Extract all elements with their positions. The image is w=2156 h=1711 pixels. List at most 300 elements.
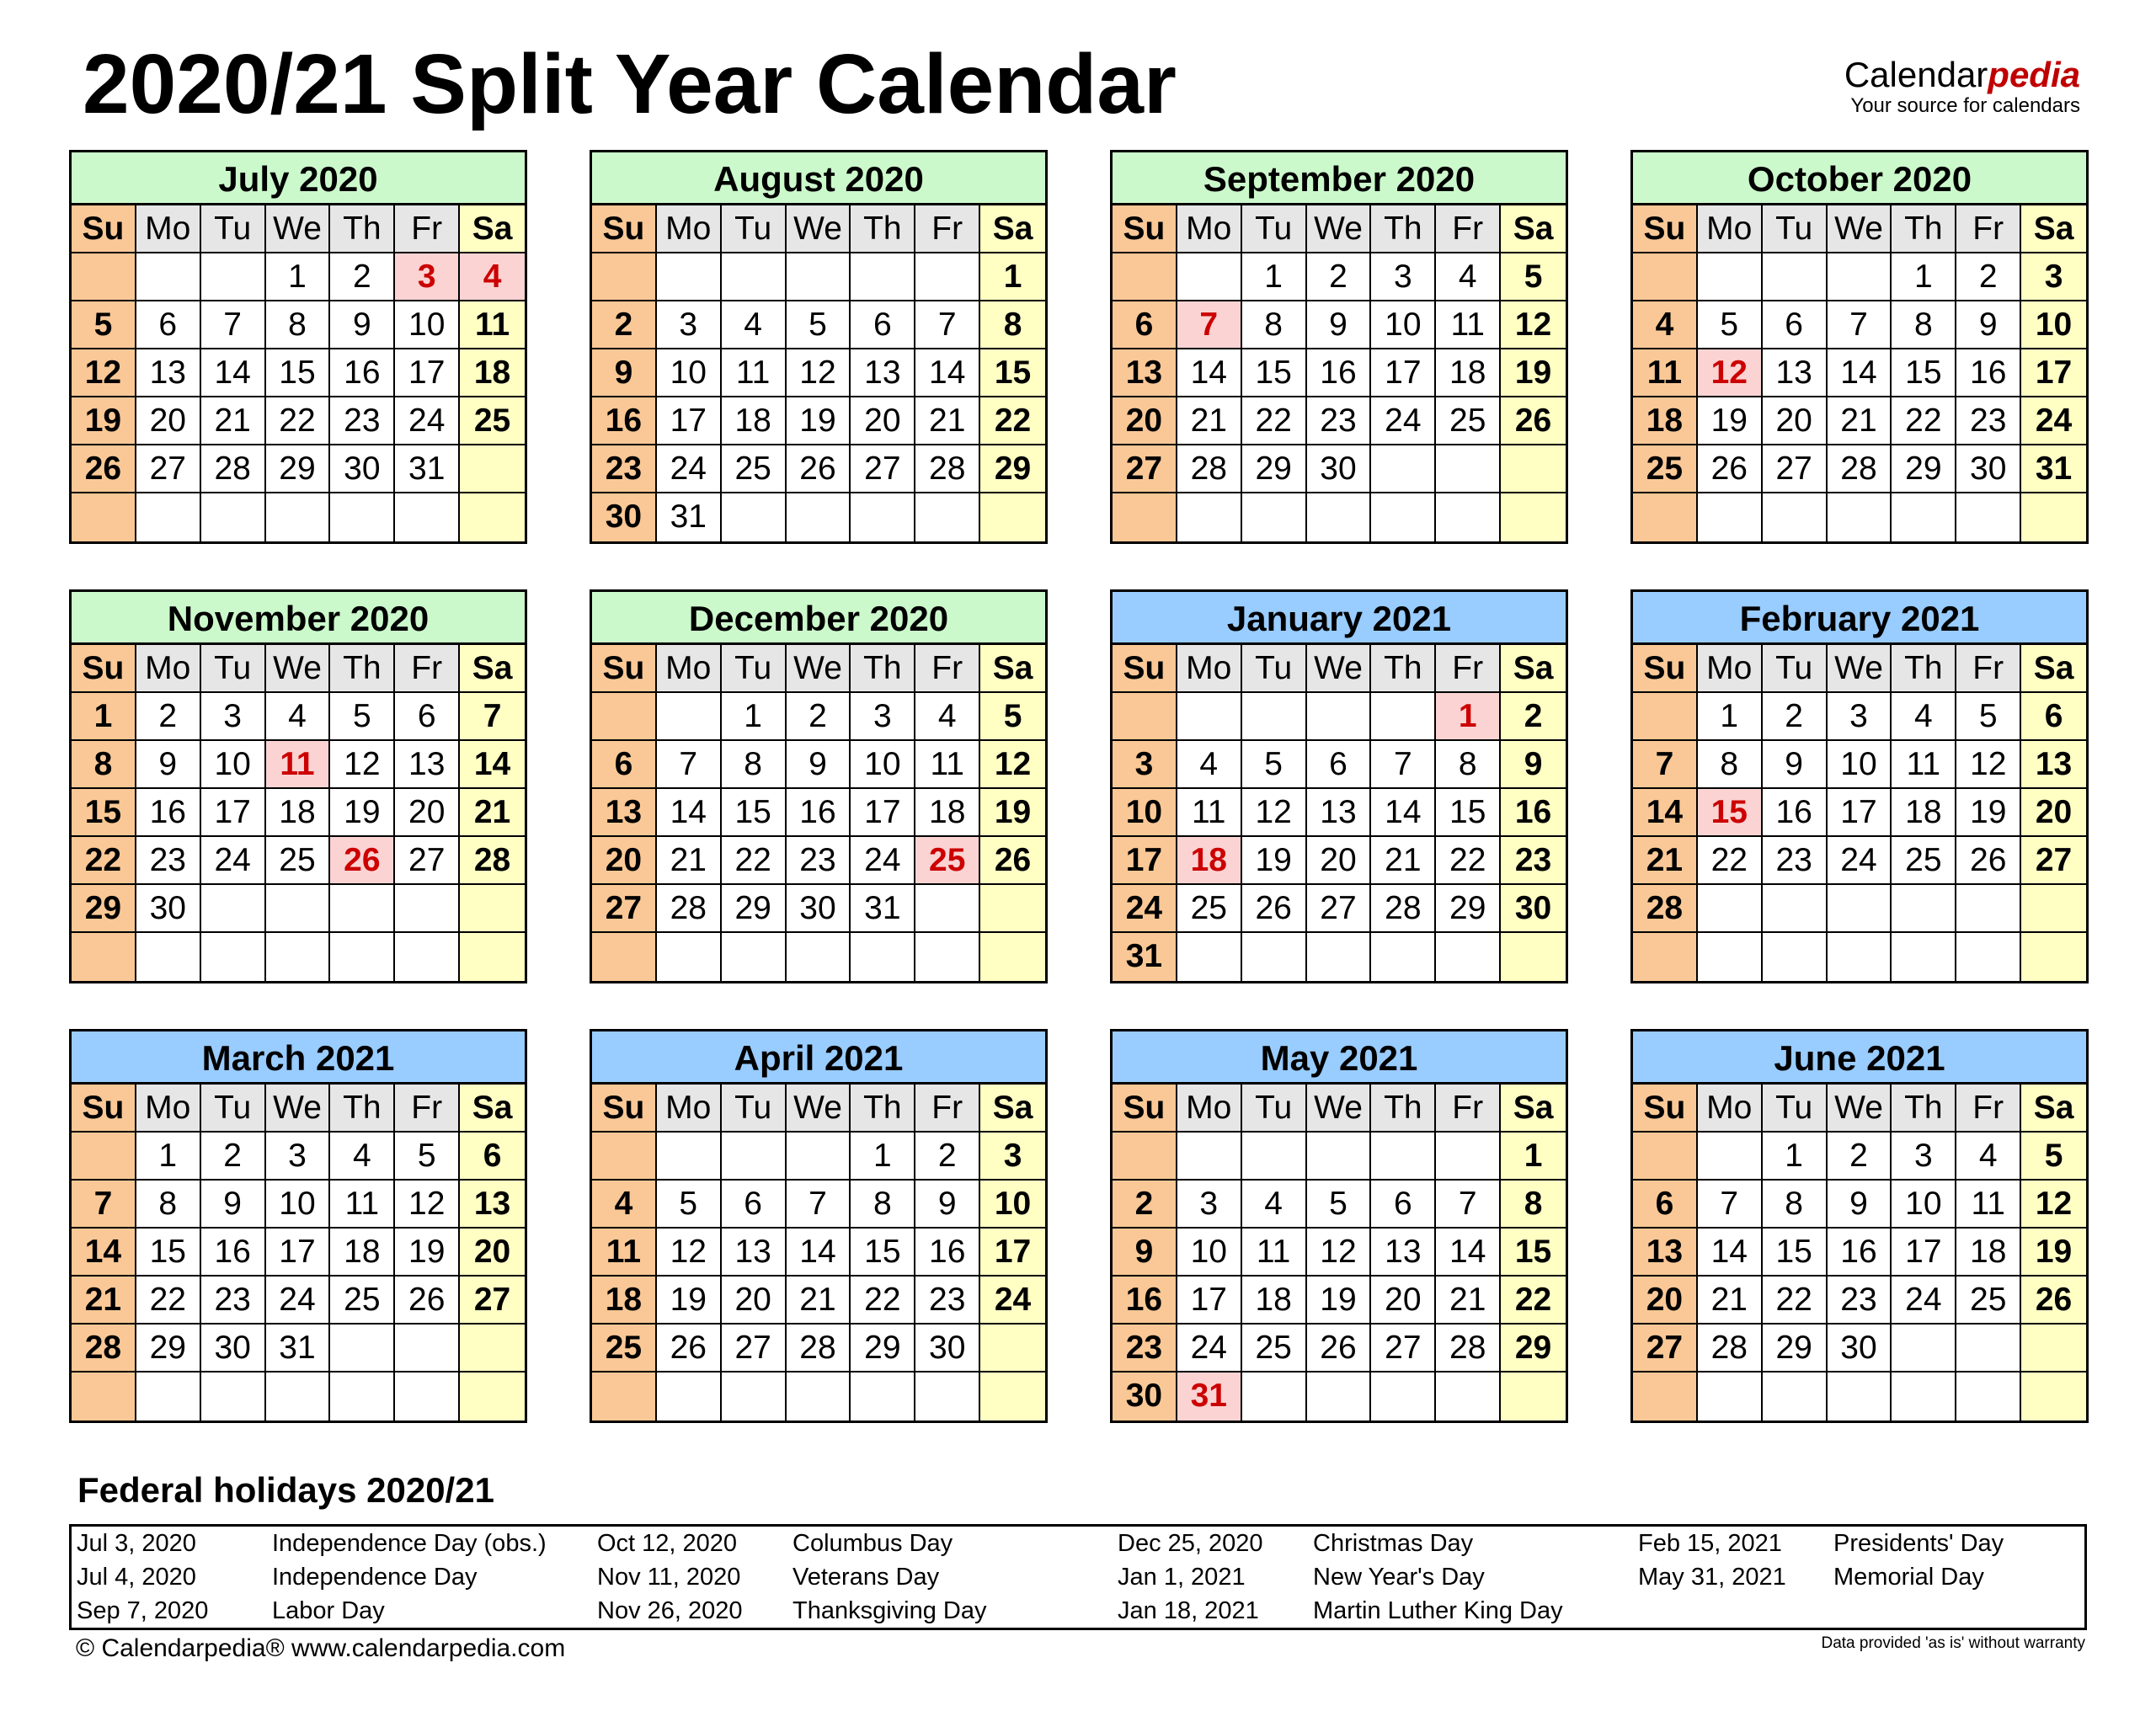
day-cell[interactable]: 11 <box>722 349 787 397</box>
day-cell[interactable]: 30 <box>201 1325 266 1373</box>
day-cell[interactable]: 16 <box>592 397 657 445</box>
day-cell[interactable]: 13 <box>136 349 201 397</box>
day-cell[interactable]: 17 <box>980 1229 1045 1277</box>
day-cell[interactable]: 7 <box>915 301 980 349</box>
day-cell[interactable]: 12 <box>1501 301 1566 349</box>
day-cell[interactable]: 19 <box>1242 837 1307 885</box>
day-cell[interactable]: 17 <box>1113 837 1177 885</box>
day-cell[interactable]: 9 <box>787 741 851 789</box>
day-cell[interactable]: 31 <box>2021 445 2086 493</box>
day-cell[interactable]: 28 <box>1371 885 1436 933</box>
day-cell[interactable]: 29 <box>722 885 787 933</box>
day-cell[interactable]: 7 <box>1633 741 1698 789</box>
day-cell[interactable]: 11 <box>592 1229 657 1277</box>
day-cell[interactable]: 3 <box>1113 741 1177 789</box>
day-cell[interactable]: 16 <box>1113 1277 1177 1325</box>
day-cell[interactable]: 12 <box>1307 1229 1372 1277</box>
day-cell[interactable]: 8 <box>980 301 1045 349</box>
day-cell[interactable]: 4 <box>1177 741 1242 789</box>
day-cell[interactable]: 27 <box>1633 1325 1698 1373</box>
day-cell[interactable]: 8 <box>1698 741 1763 789</box>
day-cell[interactable]: 24 <box>851 837 915 885</box>
day-cell[interactable]: 14 <box>1436 1229 1501 1277</box>
day-cell[interactable]: 16 <box>1828 1229 1892 1277</box>
day-cell[interactable]: 22 <box>1242 397 1307 445</box>
day-cell[interactable]: 3 <box>1892 1133 1956 1181</box>
day-cell[interactable]: 23 <box>1763 837 1828 885</box>
day-cell[interactable]: 7 <box>460 693 525 741</box>
day-cell[interactable]: 6 <box>722 1181 787 1229</box>
day-cell[interactable]: 15 <box>1763 1229 1828 1277</box>
day-cell[interactable]: 1 <box>1501 1133 1566 1181</box>
day-cell[interactable]: 12 <box>1956 741 2021 789</box>
day-cell[interactable]: 11 <box>1633 349 1698 397</box>
day-cell[interactable]: 20 <box>2021 789 2086 837</box>
day-cell[interactable]: 17 <box>1177 1277 1242 1325</box>
day-cell[interactable]: 28 <box>1177 445 1242 493</box>
day-cell[interactable]: 6 <box>136 301 201 349</box>
day-cell[interactable]: 11 <box>1177 789 1242 837</box>
day-cell[interactable]: 25 <box>330 1277 395 1325</box>
day-cell[interactable]: 26 <box>657 1325 722 1373</box>
day-cell[interactable]: 5 <box>657 1181 722 1229</box>
day-cell[interactable]: 8 <box>136 1181 201 1229</box>
day-cell[interactable]: 6 <box>2021 693 2086 741</box>
day-cell[interactable]: 8 <box>722 741 787 789</box>
day-cell[interactable]: 12 <box>72 349 136 397</box>
day-cell[interactable]: 29 <box>136 1325 201 1373</box>
day-cell[interactable]: 31 <box>851 885 915 933</box>
day-cell[interactable]: 9 <box>1113 1229 1177 1277</box>
day-cell[interactable]: 15 <box>1892 349 1956 397</box>
day-cell[interactable]: 30 <box>136 885 201 933</box>
day-cell[interactable]: 27 <box>460 1277 525 1325</box>
day-cell[interactable]: 3 <box>657 301 722 349</box>
day-cell[interactable]: 14 <box>1371 789 1436 837</box>
day-cell[interactable]: 30 <box>1501 885 1566 933</box>
day-cell[interactable]: 1 <box>980 253 1045 301</box>
day-cell[interactable]: 22 <box>72 837 136 885</box>
day-cell[interactable]: 27 <box>722 1325 787 1373</box>
day-cell[interactable]: 2 <box>915 1133 980 1181</box>
day-cell[interactable]: 18 <box>330 1229 395 1277</box>
day-cell[interactable]: 21 <box>460 789 525 837</box>
day-cell[interactable]: 30 <box>330 445 395 493</box>
day-cell[interactable]: 28 <box>1828 445 1892 493</box>
day-cell[interactable]: 4 <box>460 253 525 301</box>
day-cell[interactable]: 30 <box>1307 445 1372 493</box>
day-cell[interactable]: 8 <box>266 301 331 349</box>
day-cell[interactable]: 9 <box>592 349 657 397</box>
day-cell[interactable]: 27 <box>136 445 201 493</box>
day-cell[interactable]: 19 <box>2021 1229 2086 1277</box>
day-cell[interactable]: 1 <box>1892 253 1956 301</box>
day-cell[interactable]: 18 <box>1892 789 1956 837</box>
day-cell[interactable]: 2 <box>1501 693 1566 741</box>
day-cell[interactable]: 25 <box>1436 397 1501 445</box>
day-cell[interactable]: 6 <box>1763 301 1828 349</box>
day-cell[interactable]: 28 <box>657 885 722 933</box>
day-cell[interactable]: 19 <box>787 397 851 445</box>
day-cell[interactable]: 5 <box>330 693 395 741</box>
day-cell[interactable]: 14 <box>1828 349 1892 397</box>
day-cell[interactable]: 7 <box>657 741 722 789</box>
day-cell[interactable]: 6 <box>592 741 657 789</box>
day-cell[interactable]: 23 <box>136 837 201 885</box>
day-cell[interactable]: 20 <box>1371 1277 1436 1325</box>
day-cell[interactable]: 11 <box>915 741 980 789</box>
day-cell[interactable]: 17 <box>1892 1229 1956 1277</box>
day-cell[interactable]: 23 <box>592 445 657 493</box>
day-cell[interactable]: 27 <box>2021 837 2086 885</box>
day-cell[interactable]: 18 <box>915 789 980 837</box>
day-cell[interactable]: 20 <box>460 1229 525 1277</box>
day-cell[interactable]: 12 <box>1698 349 1763 397</box>
day-cell[interactable]: 25 <box>460 397 525 445</box>
day-cell[interactable]: 10 <box>266 1181 331 1229</box>
day-cell[interactable]: 9 <box>1501 741 1566 789</box>
day-cell[interactable]: 26 <box>787 445 851 493</box>
day-cell[interactable]: 14 <box>657 789 722 837</box>
day-cell[interactable]: 25 <box>722 445 787 493</box>
day-cell[interactable]: 6 <box>1113 301 1177 349</box>
day-cell[interactable]: 13 <box>592 789 657 837</box>
day-cell[interactable]: 19 <box>657 1277 722 1325</box>
day-cell[interactable]: 23 <box>330 397 395 445</box>
day-cell[interactable]: 22 <box>851 1277 915 1325</box>
day-cell[interactable]: 30 <box>1828 1325 1892 1373</box>
day-cell[interactable]: 2 <box>1763 693 1828 741</box>
day-cell[interactable]: 29 <box>1436 885 1501 933</box>
day-cell[interactable]: 13 <box>1307 789 1372 837</box>
day-cell[interactable]: 13 <box>395 741 460 789</box>
day-cell[interactable]: 5 <box>787 301 851 349</box>
day-cell[interactable]: 10 <box>395 301 460 349</box>
day-cell[interactable]: 17 <box>266 1229 331 1277</box>
day-cell[interactable]: 4 <box>915 693 980 741</box>
day-cell[interactable]: 10 <box>980 1181 1045 1229</box>
day-cell[interactable]: 9 <box>1763 741 1828 789</box>
day-cell[interactable]: 26 <box>1698 445 1763 493</box>
day-cell[interactable]: 16 <box>915 1229 980 1277</box>
day-cell[interactable]: 15 <box>1242 349 1307 397</box>
day-cell[interactable]: 22 <box>136 1277 201 1325</box>
day-cell[interactable]: 3 <box>2021 253 2086 301</box>
day-cell[interactable]: 19 <box>72 397 136 445</box>
day-cell[interactable]: 8 <box>1436 741 1501 789</box>
day-cell[interactable]: 10 <box>201 741 266 789</box>
day-cell[interactable]: 4 <box>1892 693 1956 741</box>
day-cell[interactable]: 19 <box>1501 349 1566 397</box>
day-cell[interactable]: 10 <box>657 349 722 397</box>
day-cell[interactable]: 26 <box>330 837 395 885</box>
day-cell[interactable]: 13 <box>1371 1229 1436 1277</box>
day-cell[interactable]: 6 <box>851 301 915 349</box>
day-cell[interactable]: 26 <box>1242 885 1307 933</box>
day-cell[interactable]: 2 <box>330 253 395 301</box>
day-cell[interactable]: 26 <box>980 837 1045 885</box>
day-cell[interactable]: 29 <box>1242 445 1307 493</box>
day-cell[interactable]: 24 <box>657 445 722 493</box>
day-cell[interactable]: 24 <box>1828 837 1892 885</box>
day-cell[interactable]: 25 <box>1633 445 1698 493</box>
day-cell[interactable]: 17 <box>657 397 722 445</box>
day-cell[interactable]: 6 <box>1371 1181 1436 1229</box>
day-cell[interactable]: 17 <box>2021 349 2086 397</box>
day-cell[interactable]: 19 <box>980 789 1045 837</box>
day-cell[interactable]: 7 <box>1828 301 1892 349</box>
day-cell[interactable]: 8 <box>1242 301 1307 349</box>
day-cell[interactable]: 10 <box>2021 301 2086 349</box>
day-cell[interactable]: 31 <box>395 445 460 493</box>
day-cell[interactable]: 14 <box>1177 349 1242 397</box>
day-cell[interactable]: 27 <box>1763 445 1828 493</box>
day-cell[interactable]: 7 <box>1371 741 1436 789</box>
day-cell[interactable]: 15 <box>266 349 331 397</box>
day-cell[interactable]: 9 <box>201 1181 266 1229</box>
day-cell[interactable]: 1 <box>266 253 331 301</box>
day-cell[interactable]: 11 <box>1956 1181 2021 1229</box>
day-cell[interactable]: 28 <box>787 1325 851 1373</box>
day-cell[interactable]: 19 <box>395 1229 460 1277</box>
day-cell[interactable]: 22 <box>1501 1277 1566 1325</box>
day-cell[interactable]: 31 <box>1177 1373 1242 1421</box>
day-cell[interactable]: 2 <box>1113 1181 1177 1229</box>
day-cell[interactable]: 3 <box>201 693 266 741</box>
day-cell[interactable]: 24 <box>1177 1325 1242 1373</box>
day-cell[interactable]: 7 <box>1698 1181 1763 1229</box>
day-cell[interactable]: 3 <box>1828 693 1892 741</box>
day-cell[interactable]: 27 <box>1307 885 1372 933</box>
day-cell[interactable]: 3 <box>980 1133 1045 1181</box>
day-cell[interactable]: 15 <box>72 789 136 837</box>
day-cell[interactable]: 10 <box>1828 741 1892 789</box>
day-cell[interactable]: 26 <box>2021 1277 2086 1325</box>
day-cell[interactable]: 25 <box>915 837 980 885</box>
day-cell[interactable]: 11 <box>266 741 331 789</box>
day-cell[interactable]: 30 <box>1956 445 2021 493</box>
day-cell[interactable]: 7 <box>1436 1181 1501 1229</box>
day-cell[interactable]: 26 <box>1501 397 1566 445</box>
day-cell[interactable]: 23 <box>1828 1277 1892 1325</box>
day-cell[interactable]: 7 <box>1177 301 1242 349</box>
day-cell[interactable]: 30 <box>915 1325 980 1373</box>
day-cell[interactable]: 20 <box>1307 837 1372 885</box>
day-cell[interactable]: 18 <box>1633 397 1698 445</box>
day-cell[interactable]: 12 <box>330 741 395 789</box>
day-cell[interactable]: 11 <box>1892 741 1956 789</box>
day-cell[interactable]: 18 <box>592 1277 657 1325</box>
day-cell[interactable]: 14 <box>787 1229 851 1277</box>
day-cell[interactable]: 15 <box>1698 789 1763 837</box>
day-cell[interactable]: 14 <box>915 349 980 397</box>
day-cell[interactable]: 30 <box>592 493 657 541</box>
day-cell[interactable]: 12 <box>395 1181 460 1229</box>
day-cell[interactable]: 1 <box>1436 693 1501 741</box>
day-cell[interactable]: 22 <box>722 837 787 885</box>
day-cell[interactable]: 27 <box>1113 445 1177 493</box>
day-cell[interactable]: 1 <box>72 693 136 741</box>
day-cell[interactable]: 19 <box>1307 1277 1372 1325</box>
day-cell[interactable]: 5 <box>1307 1181 1372 1229</box>
day-cell[interactable]: 18 <box>1177 837 1242 885</box>
day-cell[interactable]: 24 <box>1371 397 1436 445</box>
day-cell[interactable]: 11 <box>1242 1229 1307 1277</box>
day-cell[interactable]: 16 <box>1763 789 1828 837</box>
brand-logo[interactable] <box>1828 56 2080 118</box>
day-cell[interactable]: 21 <box>787 1277 851 1325</box>
day-cell[interactable]: 8 <box>851 1181 915 1229</box>
day-cell[interactable]: 4 <box>1633 301 1698 349</box>
day-cell[interactable]: 26 <box>1956 837 2021 885</box>
day-cell[interactable]: 16 <box>1307 349 1372 397</box>
day-cell[interactable]: 27 <box>592 885 657 933</box>
day-cell[interactable]: 21 <box>657 837 722 885</box>
day-cell[interactable]: 8 <box>1892 301 1956 349</box>
day-cell[interactable]: 15 <box>1436 789 1501 837</box>
day-cell[interactable]: 10 <box>1177 1229 1242 1277</box>
day-cell[interactable]: 30 <box>787 885 851 933</box>
day-cell[interactable]: 15 <box>722 789 787 837</box>
day-cell[interactable]: 18 <box>460 349 525 397</box>
day-cell[interactable]: 23 <box>1113 1325 1177 1373</box>
day-cell[interactable]: 27 <box>395 837 460 885</box>
day-cell[interactable]: 29 <box>851 1325 915 1373</box>
day-cell[interactable]: 28 <box>72 1325 136 1373</box>
day-cell[interactable]: 8 <box>1763 1181 1828 1229</box>
day-cell[interactable]: 7 <box>72 1181 136 1229</box>
day-cell[interactable]: 6 <box>395 693 460 741</box>
day-cell[interactable]: 4 <box>330 1133 395 1181</box>
day-cell[interactable]: 24 <box>266 1277 331 1325</box>
day-cell[interactable]: 17 <box>201 789 266 837</box>
day-cell[interactable]: 29 <box>1501 1325 1566 1373</box>
day-cell[interactable]: 22 <box>1892 397 1956 445</box>
day-cell[interactable]: 9 <box>330 301 395 349</box>
day-cell[interactable]: 8 <box>72 741 136 789</box>
day-cell[interactable]: 31 <box>657 493 722 541</box>
day-cell[interactable]: 31 <box>1113 933 1177 981</box>
day-cell[interactable]: 26 <box>1307 1325 1372 1373</box>
day-cell[interactable]: 25 <box>1242 1325 1307 1373</box>
day-cell[interactable]: 16 <box>136 789 201 837</box>
day-cell[interactable]: 18 <box>1436 349 1501 397</box>
day-cell[interactable]: 23 <box>915 1277 980 1325</box>
day-cell[interactable]: 13 <box>460 1181 525 1229</box>
day-cell[interactable]: 16 <box>1956 349 2021 397</box>
day-cell[interactable]: 22 <box>1436 837 1501 885</box>
day-cell[interactable]: 4 <box>1436 253 1501 301</box>
day-cell[interactable]: 27 <box>851 445 915 493</box>
day-cell[interactable]: 5 <box>1956 693 2021 741</box>
day-cell[interactable]: 22 <box>266 397 331 445</box>
day-cell[interactable]: 21 <box>72 1277 136 1325</box>
day-cell[interactable]: 17 <box>1828 789 1892 837</box>
day-cell[interactable]: 2 <box>592 301 657 349</box>
day-cell[interactable]: 20 <box>592 837 657 885</box>
day-cell[interactable]: 9 <box>136 741 201 789</box>
day-cell[interactable]: 17 <box>1371 349 1436 397</box>
day-cell[interactable]: 3 <box>1177 1181 1242 1229</box>
day-cell[interactable]: 20 <box>1633 1277 1698 1325</box>
day-cell[interactable]: 5 <box>1242 741 1307 789</box>
day-cell[interactable]: 28 <box>1436 1325 1501 1373</box>
day-cell[interactable]: 28 <box>460 837 525 885</box>
day-cell[interactable]: 19 <box>1956 789 2021 837</box>
day-cell[interactable]: 26 <box>395 1277 460 1325</box>
day-cell[interactable]: 9 <box>1307 301 1372 349</box>
day-cell[interactable]: 11 <box>1436 301 1501 349</box>
day-cell[interactable]: 10 <box>1371 301 1436 349</box>
day-cell[interactable]: 25 <box>1892 837 1956 885</box>
day-cell[interactable]: 4 <box>722 301 787 349</box>
day-cell[interactable]: 6 <box>1307 741 1372 789</box>
day-cell[interactable]: 23 <box>1307 397 1372 445</box>
day-cell[interactable]: 13 <box>1633 1229 1698 1277</box>
day-cell[interactable]: 24 <box>1113 885 1177 933</box>
day-cell[interactable]: 3 <box>395 253 460 301</box>
day-cell[interactable]: 19 <box>330 789 395 837</box>
day-cell[interactable]: 15 <box>851 1229 915 1277</box>
day-cell[interactable]: 7 <box>787 1181 851 1229</box>
day-cell[interactable]: 9 <box>915 1181 980 1229</box>
day-cell[interactable]: 24 <box>980 1277 1045 1325</box>
day-cell[interactable]: 1 <box>136 1133 201 1181</box>
day-cell[interactable]: 19 <box>1698 397 1763 445</box>
day-cell[interactable]: 25 <box>1177 885 1242 933</box>
day-cell[interactable]: 15 <box>980 349 1045 397</box>
day-cell[interactable]: 12 <box>2021 1181 2086 1229</box>
day-cell[interactable]: 16 <box>201 1229 266 1277</box>
day-cell[interactable]: 23 <box>787 837 851 885</box>
day-cell[interactable]: 30 <box>1113 1373 1177 1421</box>
day-cell[interactable]: 5 <box>395 1133 460 1181</box>
day-cell[interactable]: 18 <box>722 397 787 445</box>
day-cell[interactable]: 2 <box>1956 253 2021 301</box>
day-cell[interactable]: 21 <box>1177 397 1242 445</box>
day-cell[interactable]: 12 <box>657 1229 722 1277</box>
day-cell[interactable]: 9 <box>1956 301 2021 349</box>
day-cell[interactable]: 18 <box>1956 1229 2021 1277</box>
day-cell[interactable]: 5 <box>2021 1133 2086 1181</box>
day-cell[interactable]: 3 <box>851 693 915 741</box>
day-cell[interactable]: 27 <box>1371 1325 1436 1373</box>
day-cell[interactable]: 22 <box>1698 837 1763 885</box>
day-cell[interactable]: 13 <box>1113 349 1177 397</box>
day-cell[interactable]: 21 <box>201 397 266 445</box>
day-cell[interactable]: 2 <box>787 693 851 741</box>
day-cell[interactable]: 3 <box>1371 253 1436 301</box>
day-cell[interactable]: 21 <box>1828 397 1892 445</box>
day-cell[interactable]: 21 <box>915 397 980 445</box>
day-cell[interactable]: 14 <box>460 741 525 789</box>
day-cell[interactable]: 21 <box>1436 1277 1501 1325</box>
day-cell[interactable]: 29 <box>266 445 331 493</box>
day-cell[interactable]: 23 <box>1956 397 2021 445</box>
day-cell[interactable]: 1 <box>851 1133 915 1181</box>
day-cell[interactable]: 26 <box>72 445 136 493</box>
day-cell[interactable]: 4 <box>592 1181 657 1229</box>
day-cell[interactable]: 21 <box>1698 1277 1763 1325</box>
day-cell[interactable]: 8 <box>1501 1181 1566 1229</box>
day-cell[interactable]: 1 <box>722 693 787 741</box>
day-cell[interactable]: 20 <box>851 397 915 445</box>
day-cell[interactable]: 21 <box>1633 837 1698 885</box>
day-cell[interactable]: 24 <box>1892 1277 1956 1325</box>
day-cell[interactable]: 2 <box>136 693 201 741</box>
day-cell[interactable]: 6 <box>1633 1181 1698 1229</box>
day-cell[interactable]: 14 <box>72 1229 136 1277</box>
